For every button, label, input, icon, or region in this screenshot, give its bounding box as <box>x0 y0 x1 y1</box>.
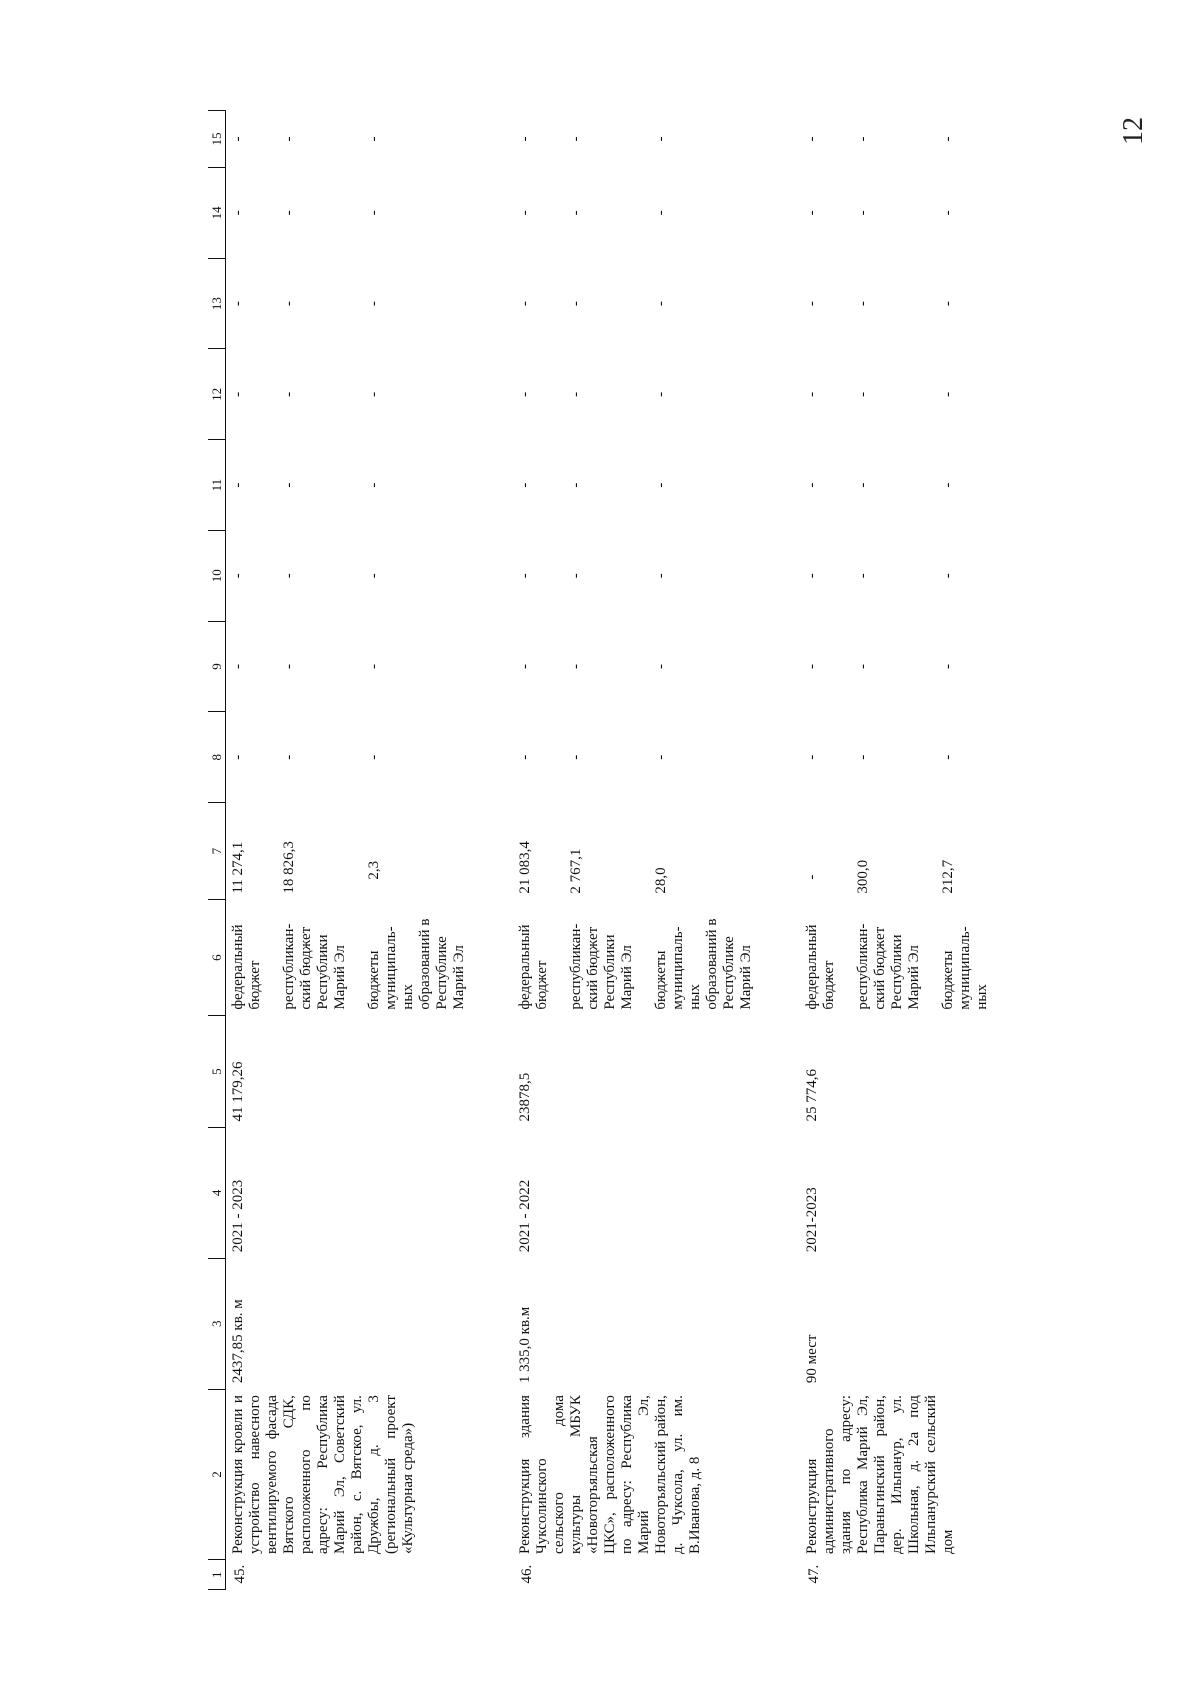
funding-amount: 18 826,3 <box>281 841 297 894</box>
empty-cells: - - - <box>230 482 382 488</box>
col-header: 8 <box>208 712 226 803</box>
funding-source: республикан-ский бюджет Республики Марий Эл <box>855 923 922 1010</box>
empty-cells: - - - <box>517 482 669 488</box>
funding-amount: 300,0 <box>855 859 871 894</box>
empty-cells: - - - <box>804 573 956 579</box>
period: 2021 - 2022 <box>517 1179 533 1253</box>
object-name: Реконструкция административного здания по адресу: Республика Марий Эл, Параньгинский район, дер. Ильпанур, ул. Школьная, д. 2а под Ильпанурский сельский дом <box>804 1395 956 1554</box>
empty-cells: - - - <box>517 573 669 579</box>
empty-cells: - - - <box>804 210 956 216</box>
empty-cells: - - - <box>804 391 956 397</box>
page-number: 12 <box>1118 117 1149 145</box>
empty-cells: - - - <box>230 301 382 307</box>
empty-cells: - - - <box>517 301 669 307</box>
funding-amount: 11 274,1 <box>230 841 246 894</box>
capacity: 1 335,0 кв.м <box>517 1306 533 1384</box>
col-header: 14 <box>208 168 226 259</box>
empty-cells: - - - <box>230 754 382 760</box>
funding-source: федеральный бюджет <box>230 924 263 1010</box>
funding-amounts <box>226 803 486 900</box>
col-header: 15 <box>208 111 226 168</box>
total-cost: 41 179,26 <box>230 1061 246 1122</box>
empty-cells: - - - <box>517 754 669 760</box>
funding-amount: 2 767,1 <box>568 848 584 894</box>
object-name: Реконструкция здания Чуксолинского сельского дома культуры МБУК «Новоторъяльская ЦКС», расположенного по адресу: Республика Марий Эл, Новоторъяльский район, д. Чуксола, ул. им. В.Иванова, д. 8 <box>517 1395 703 1554</box>
empty-cells: - - - <box>804 136 956 142</box>
total-cost: 23878,5 <box>517 1072 533 1122</box>
table-row <box>800 111 1008 1590</box>
col-header: 10 <box>208 530 226 621</box>
empty-cells: - - - <box>804 482 956 488</box>
funding-source: бюджеты муниципаль-ных образований в Республике Марий Эл <box>653 918 754 1010</box>
row-number: 45. <box>232 1564 248 1584</box>
empty-cells: - - - <box>517 136 669 142</box>
table-row <box>513 111 772 1590</box>
empty-cells: - - - <box>230 664 382 670</box>
empty-cells: - - - <box>517 210 669 216</box>
funding-amount: 2,3 <box>366 860 382 880</box>
col-header: 11 <box>208 440 226 531</box>
capacity: 90 мест <box>804 1334 820 1384</box>
data-table <box>208 110 1008 1590</box>
period: 2021-2023 <box>804 1187 820 1253</box>
table-container <box>208 110 998 1590</box>
funding-amount: - <box>804 874 820 880</box>
funding-source: республикан-ский бюджет Республики Марий Эл <box>568 923 635 1010</box>
funding-sources <box>226 900 486 1016</box>
col-header: 12 <box>208 349 226 440</box>
col-header: 9 <box>208 621 226 712</box>
col-header: 6 <box>208 900 226 1016</box>
empty-cells: - - - <box>517 664 669 670</box>
funding-source: бюджеты муниципаль-ных образований в Республике Марий Эл <box>366 918 467 1010</box>
empty-cells: - - - <box>804 754 956 760</box>
funding-sources <box>513 900 772 1016</box>
empty-cells: - - - <box>230 210 382 216</box>
funding-amounts <box>513 803 772 900</box>
funding-source: бюджеты муниципаль-ных <box>940 926 990 1010</box>
total-cost: 25 774,6 <box>804 1068 820 1122</box>
capacity: 2437,85 кв. м <box>230 1299 246 1384</box>
empty-cells: - - - <box>804 301 956 307</box>
empty-cells: - - - <box>230 391 382 397</box>
empty-cells: - - - <box>230 573 382 579</box>
col-header: 7 <box>208 803 226 900</box>
col-header: 13 <box>208 258 226 349</box>
row-number: 46. <box>519 1564 535 1584</box>
table-row <box>226 111 486 1590</box>
empty-cells: - - - <box>517 391 669 397</box>
funding-source: федеральный бюджет <box>804 924 837 1010</box>
funding-amount: 28,0 <box>653 867 669 894</box>
empty-cells: - - - <box>804 664 956 670</box>
funding-sources <box>800 900 1008 1016</box>
row-number: 47. <box>806 1564 822 1584</box>
funding-source: республикан-ский бюджет Республики Марий Эл <box>281 923 348 1010</box>
header-row <box>208 111 226 1590</box>
funding-amounts <box>800 803 1008 900</box>
col-header: 4 <box>208 1127 226 1258</box>
funding-amount: 212,7 <box>940 859 956 894</box>
col-header: 3 <box>208 1258 226 1389</box>
col-header: 2 <box>208 1389 226 1560</box>
funding-amount: 21 083,4 <box>517 841 533 894</box>
col-header: 1 <box>208 1560 226 1590</box>
funding-source: федеральный бюджет <box>517 924 550 1010</box>
object-name: Реконструкция кровли и устройство навесного вентилируемого фасада Вятского СДК, расположенного по адресу: Республика Марий Эл, Советский район, с. Вятское, ул. Дружбы, д. 3 (региональный проект «Культурная среда») <box>230 1395 416 1554</box>
col-header: 5 <box>208 1016 226 1128</box>
period: 2021 - 2023 <box>230 1179 246 1253</box>
empty-cells: - - - <box>230 136 382 142</box>
